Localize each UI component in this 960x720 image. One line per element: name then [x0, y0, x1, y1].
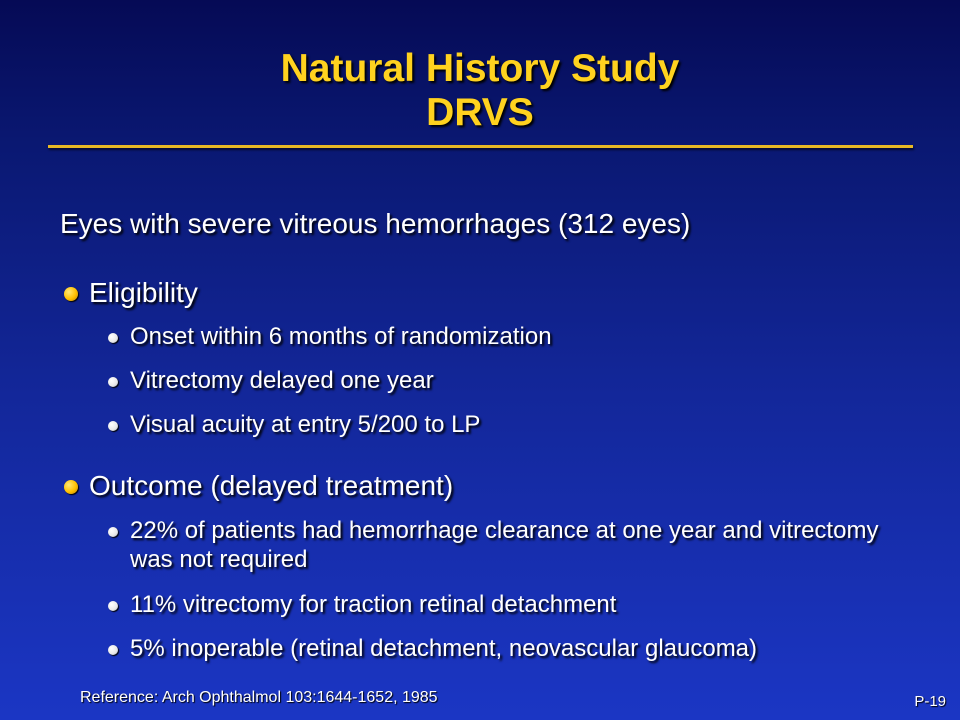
- list-item: Visual acuity at entry 5/200 to LP: [130, 411, 481, 438]
- list-item: 5% inoperable (retinal detachment, neovascular glaucoma): [130, 635, 758, 662]
- list-item: 22% of patients had hemorrhage clearance at one year and vitrectomy was not required: [130, 517, 879, 573]
- title-line-2: DRVS: [426, 91, 534, 134]
- page-number: P-19: [914, 693, 946, 710]
- list-item: 11% vitrectomy for traction retinal detachment: [130, 591, 617, 618]
- sub-bullet-icon: [108, 601, 118, 611]
- sub-bullet-icon: [108, 333, 118, 343]
- title-divider: [48, 145, 913, 148]
- sub-bullet-icon: [108, 421, 118, 431]
- bullet-icon: [64, 480, 78, 494]
- section-heading-outcome: Outcome (delayed treatment): [89, 470, 454, 501]
- section-heading-eligibility: Eligibility: [89, 277, 198, 308]
- reference-citation: Reference: Arch Ophthalmol 103:1644-1652, 1985: [80, 689, 438, 706]
- list-item: Onset within 6 months of randomization: [130, 323, 552, 350]
- sub-bullet-icon: [108, 645, 118, 655]
- sub-bullet-icon: [108, 377, 118, 387]
- sub-bullet-icon: [108, 527, 118, 537]
- list-item: Vitrectomy delayed one year: [130, 367, 434, 394]
- slide-title: [0, 47, 960, 135]
- bullet-icon: [64, 287, 78, 301]
- intro-text: Eyes with severe vitreous hemorrhages (312 eyes): [60, 208, 691, 239]
- title-line-1: Natural History Study: [280, 47, 680, 90]
